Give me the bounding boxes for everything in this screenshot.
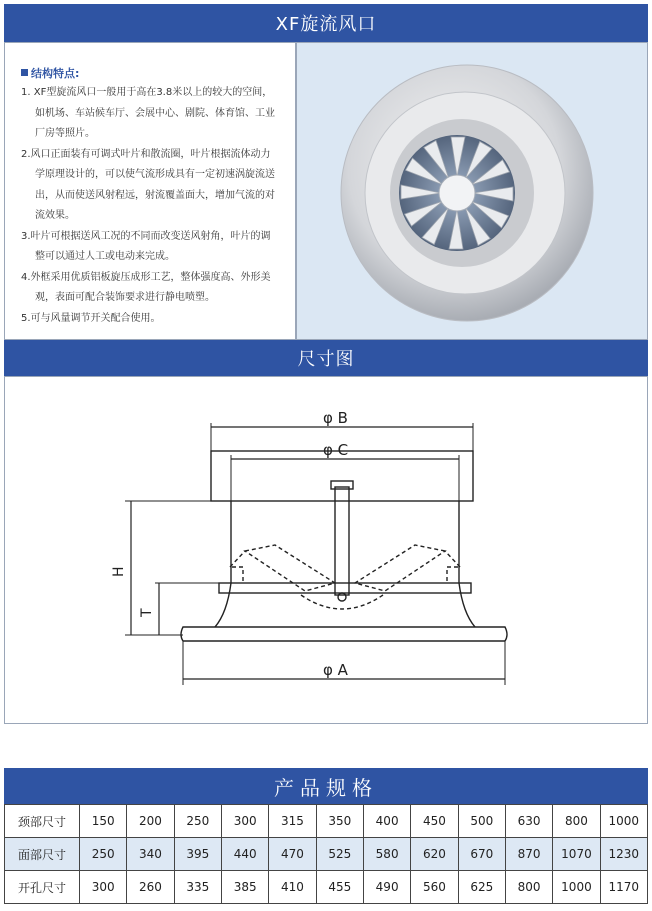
- dimension-drawing-panel: [4, 376, 648, 724]
- spec-cell: 300: [221, 805, 268, 838]
- spec-cell: 455: [316, 871, 363, 904]
- dimension-section-title: 尺寸图: [297, 349, 355, 370]
- spec-cell: 315: [269, 805, 316, 838]
- features-panel: [4, 42, 296, 340]
- spec-row: [5, 838, 648, 871]
- spec-cell: 800: [505, 871, 552, 904]
- diffuser-ring-outline: [219, 583, 471, 593]
- spec-cell: 630: [505, 805, 552, 838]
- spec-cell: 580: [363, 838, 410, 871]
- feature-line: 整可以通过人工或电动来完成。: [35, 251, 175, 262]
- stem-pivot-outline: [338, 593, 346, 601]
- spec-cell: 385: [221, 871, 268, 904]
- label-h: H: [111, 566, 127, 577]
- spec-cell: 340: [127, 838, 174, 871]
- spec-row-label: 开孔尺寸: [5, 871, 80, 904]
- spec-cell: 250: [174, 805, 221, 838]
- spec-row: [5, 805, 648, 838]
- product-title: XF旋流风口: [275, 14, 377, 35]
- spec-cell: 490: [363, 871, 410, 904]
- spec-section: [4, 768, 648, 904]
- product-title-banner: [4, 4, 648, 42]
- swirl-diffuser-image: [297, 43, 647, 339]
- spec-cell: 260: [127, 871, 174, 904]
- spec-cell: 470: [269, 838, 316, 871]
- spec-cell: 500: [458, 805, 505, 838]
- spec-cell: 1230: [600, 838, 647, 871]
- spec-cell: 250: [80, 838, 127, 871]
- spec-row: [5, 871, 648, 904]
- feature-line: 流效果。: [35, 210, 75, 221]
- spec-cell: 1170: [600, 871, 647, 904]
- spec-cell: 870: [505, 838, 552, 871]
- spec-cell: 200: [127, 805, 174, 838]
- body-left-outline: [215, 501, 231, 627]
- spec-cell: 400: [363, 805, 410, 838]
- spec-cell: 350: [316, 805, 363, 838]
- body-right-outline: [459, 501, 475, 627]
- dimension-section-banner: [4, 340, 648, 376]
- stem-cap-outline: [331, 481, 353, 489]
- spec-cell: 800: [553, 805, 600, 838]
- label-phi-c: φ C: [323, 441, 349, 459]
- spec-cell: 410: [269, 871, 316, 904]
- label-phi-b: φ B: [323, 409, 348, 427]
- spec-cell: 625: [458, 871, 505, 904]
- face-plate-outline: [181, 627, 507, 641]
- spec-title: 产品规格: [4, 768, 648, 804]
- feature-line: 学原理设计的，可以使气流形成具有一定初速涡旋流送: [35, 169, 275, 180]
- spec-cell: 300: [80, 871, 127, 904]
- feature-line: 2.风口正面装有可调式叶片和散流圈，叶片根据流体动力: [21, 148, 271, 160]
- spec-cell: 450: [411, 805, 458, 838]
- spec-cell: 1070: [553, 838, 600, 871]
- spec-cell: 1000: [553, 871, 600, 904]
- spec-cell: 395: [174, 838, 221, 871]
- feature-line: 3.叶片可根据送风工况的不同而改变送风射角，叶片的调: [21, 230, 271, 242]
- features-heading: [21, 65, 79, 81]
- spec-cell: 670: [458, 838, 505, 871]
- square-bullet-icon: [21, 69, 28, 76]
- label-t: T: [139, 608, 155, 617]
- label-phi-a: φ A: [323, 661, 348, 679]
- center-stem-outline: [335, 487, 349, 595]
- spec-cell: 560: [411, 871, 458, 904]
- spec-row-label: 颈部尺寸: [5, 805, 80, 838]
- spec-table: [4, 804, 648, 904]
- feature-line: 出，从而使送风射程远，射流覆盖面大，增加气流的对: [35, 189, 275, 201]
- spec-cell: 620: [411, 838, 458, 871]
- feature-line: 1. XF型旋流风口一般用于高在3.8米以上的较大的空间，: [21, 87, 273, 98]
- product-photo-panel: [296, 42, 648, 340]
- spec-cell: 440: [221, 838, 268, 871]
- features-heading-text: 结构特点:: [31, 67, 80, 80]
- features-list: [21, 83, 285, 329]
- spec-cell: 150: [80, 805, 127, 838]
- spec-cell: 335: [174, 871, 221, 904]
- feature-line: 如机场、车站候车厅、会展中心、剧院、体育馆、工业: [35, 107, 275, 119]
- spec-cell: 1000: [600, 805, 647, 838]
- dimension-drawing: [5, 377, 647, 723]
- feature-line: 5.可与风量调节开关配合使用。: [21, 312, 161, 324]
- feature-line: 4.外框采用优质铝板旋压成形工艺，整体强度高、外形美: [21, 271, 271, 283]
- feature-line: 观，表面可配合装饰要求进行静电喷塑。: [35, 292, 215, 303]
- feature-line: 厂房等照片。: [35, 128, 95, 139]
- spec-row-label: 面部尺寸: [5, 838, 80, 871]
- spec-cell: 525: [316, 838, 363, 871]
